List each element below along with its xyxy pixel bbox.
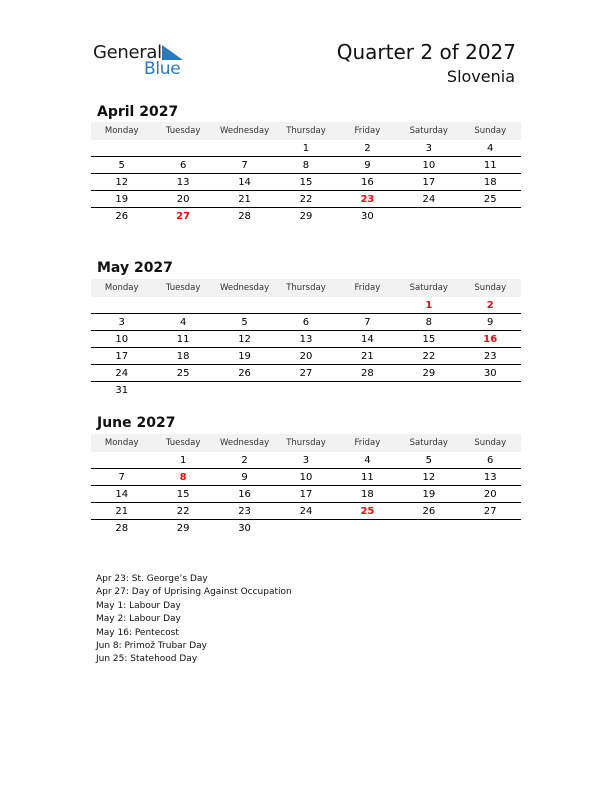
- day-cell: 14: [238, 176, 251, 188]
- day-cell: 23: [360, 193, 375, 205]
- day-cell: 27: [483, 505, 497, 517]
- weekday-label: Thursday: [286, 438, 326, 448]
- day-cell: 11: [361, 471, 374, 483]
- week-row: [91, 331, 521, 348]
- holiday-item: Apr 23: St. George’s Day: [96, 574, 208, 584]
- week-row: [91, 174, 521, 191]
- page-title: Quarter 2 of 2027: [336, 40, 516, 64]
- day-cell: 15: [176, 488, 190, 500]
- day-cell: 22: [176, 505, 190, 517]
- day-cell: 11: [483, 159, 497, 171]
- day-cell: 4: [179, 316, 187, 328]
- holiday-item: Apr 27: Day of Uprising Against Occupation: [96, 587, 292, 598]
- day-cell: 15: [299, 176, 313, 188]
- weekday-label: Wednesday: [219, 283, 270, 293]
- day-cell: 19: [422, 488, 436, 500]
- day-cell: 20: [483, 488, 497, 500]
- day-cell: 17: [299, 488, 313, 500]
- day-cell: 5: [241, 316, 248, 328]
- day-cell: 6: [179, 159, 187, 171]
- day-cell: 20: [176, 193, 190, 205]
- day-cell: 4: [487, 142, 494, 154]
- day-cell: 2: [364, 142, 371, 154]
- weekday-label: Friday: [354, 283, 381, 293]
- logo-triangle-icon: [162, 45, 183, 60]
- day-cell: 6: [487, 454, 494, 466]
- day-cell: 29: [299, 210, 313, 222]
- day-cell: 11: [176, 333, 190, 345]
- weekday-label: Wednesday: [219, 126, 270, 136]
- day-cell: 26: [238, 367, 251, 379]
- day-cell: 21: [238, 193, 251, 205]
- day-cell: 21: [115, 505, 129, 517]
- weekday-header-row: [91, 434, 521, 452]
- weekday-label: Saturday: [409, 283, 448, 293]
- day-cell: 10: [299, 471, 313, 483]
- weekday-header-row: [91, 279, 521, 297]
- logo: [93, 42, 193, 82]
- day-cell: 14: [361, 333, 374, 345]
- logo-blue-text: Blue: [144, 59, 181, 79]
- month-title-may: May 2027: [97, 260, 173, 276]
- day-cell: 2: [241, 454, 248, 466]
- week-row: [91, 382, 521, 398]
- weekday-label: Sunday: [474, 283, 507, 293]
- weekday-label: Tuesday: [165, 438, 201, 448]
- day-cell: 22: [422, 350, 436, 362]
- country-name: Slovenia: [446, 67, 515, 86]
- weekday-label: Thursday: [286, 283, 326, 293]
- weekday-label: Friday: [354, 438, 381, 448]
- day-cell: 7: [118, 471, 125, 483]
- week-row: [91, 452, 521, 469]
- day-cell: 18: [176, 350, 190, 362]
- weekday-label: Saturday: [409, 126, 448, 136]
- day-cell: 7: [364, 316, 371, 328]
- week-row: [91, 191, 521, 208]
- week-row: [91, 520, 521, 536]
- day-cell: 28: [361, 367, 374, 379]
- logo-general-text: General: [93, 42, 162, 63]
- day-cell: 13: [176, 176, 190, 188]
- day-cell: 27: [176, 210, 191, 222]
- day-cell: 19: [115, 193, 129, 205]
- day-cell: 24: [299, 505, 313, 517]
- day-cell: 21: [361, 350, 374, 362]
- day-cell: 10: [115, 333, 129, 345]
- day-cell: 8: [425, 316, 432, 328]
- week-row: [91, 208, 521, 224]
- weekday-header-row: [91, 122, 521, 140]
- day-cell: 25: [483, 193, 497, 205]
- day-cell: 3: [302, 454, 310, 466]
- day-cell: 12: [238, 333, 251, 345]
- day-cell: 8: [179, 471, 187, 483]
- day-cell: 31: [115, 384, 129, 396]
- day-cell: 9: [487, 316, 494, 328]
- day-cell: 3: [425, 142, 432, 154]
- weekday-label: Monday: [104, 283, 139, 293]
- day-cell: 1: [302, 142, 310, 154]
- day-cell: 25: [176, 367, 190, 379]
- weekday-label: Sunday: [474, 438, 507, 448]
- day-cell: 17: [422, 176, 436, 188]
- day-cell: 30: [238, 522, 251, 534]
- day-cell: 5: [118, 159, 125, 171]
- holiday-item: May 1: Labour Day: [96, 600, 181, 611]
- week-row: [91, 140, 521, 157]
- weekday-label: Monday: [104, 438, 139, 448]
- day-cell: 18: [483, 176, 497, 188]
- holiday-item: May 16: Pentecost: [96, 627, 179, 638]
- holiday-item: May 2: Labour Day: [96, 614, 181, 625]
- week-row: [91, 348, 521, 365]
- weekday-label: Monday: [104, 126, 139, 136]
- calendar-may: [91, 279, 521, 398]
- week-row: [91, 157, 521, 174]
- weekday-label: Sunday: [474, 126, 507, 136]
- weekday-label: Tuesday: [165, 283, 201, 293]
- day-cell: 4: [364, 454, 371, 466]
- day-cell: 5: [425, 454, 432, 466]
- day-cell: 28: [115, 522, 129, 534]
- week-row: [91, 314, 521, 331]
- day-cell: 16: [483, 333, 498, 345]
- day-cell: 23: [483, 350, 497, 362]
- day-cell: 12: [422, 471, 436, 483]
- day-cell: 27: [299, 367, 313, 379]
- day-cell: 13: [299, 333, 313, 345]
- weekday-label: Thursday: [286, 126, 326, 136]
- day-cell: 2: [486, 299, 494, 311]
- day-cell: 1: [425, 299, 433, 311]
- day-cell: 17: [115, 350, 129, 362]
- day-cell: 16: [361, 176, 374, 188]
- day-cell: 23: [238, 505, 251, 517]
- day-cell: 1: [179, 454, 187, 466]
- day-cell: 24: [115, 367, 129, 379]
- day-cell: 19: [238, 350, 251, 362]
- day-cell: 29: [422, 367, 436, 379]
- day-cell: 9: [241, 471, 248, 483]
- weekday-label: Friday: [354, 126, 381, 136]
- week-row: [91, 297, 521, 314]
- week-row: [91, 503, 521, 520]
- day-cell: 16: [238, 488, 251, 500]
- day-cell: 22: [299, 193, 313, 205]
- day-cell: 29: [176, 522, 190, 534]
- day-cell: 6: [302, 316, 310, 328]
- day-cell: 26: [115, 210, 129, 222]
- day-cell: 28: [238, 210, 251, 222]
- calendar-june: [91, 434, 521, 536]
- day-cell: 24: [422, 193, 436, 205]
- week-row: [91, 486, 521, 503]
- weekday-label: Tuesday: [165, 126, 201, 136]
- day-cell: 9: [364, 159, 371, 171]
- day-cell: 30: [361, 210, 374, 222]
- holiday-list: [96, 573, 292, 667]
- day-cell: 8: [302, 159, 310, 171]
- week-row: [91, 469, 521, 486]
- day-cell: 10: [422, 159, 436, 171]
- month-title-april: April 2027: [97, 104, 179, 120]
- day-cell: 7: [241, 159, 248, 171]
- day-cell: 3: [118, 316, 125, 328]
- day-cell: 18: [361, 488, 374, 500]
- weekday-label: Wednesday: [219, 438, 270, 448]
- holiday-item: Jun 8: Primož Trubar Day: [96, 641, 208, 652]
- day-cell: 20: [299, 350, 313, 362]
- day-cell: 25: [360, 505, 375, 517]
- week-row: [91, 365, 521, 382]
- day-cell: 30: [483, 367, 497, 379]
- day-cell: 14: [115, 488, 129, 500]
- month-title-june: June 2027: [97, 415, 176, 431]
- calendar-april: [91, 122, 521, 224]
- weekday-label: Saturday: [409, 438, 448, 448]
- holiday-item: Jun 25: Statehood Day: [96, 654, 198, 665]
- day-cell: 12: [115, 176, 129, 188]
- day-cell: 13: [483, 471, 497, 483]
- day-cell: 15: [422, 333, 436, 345]
- day-cell: 26: [422, 505, 436, 517]
